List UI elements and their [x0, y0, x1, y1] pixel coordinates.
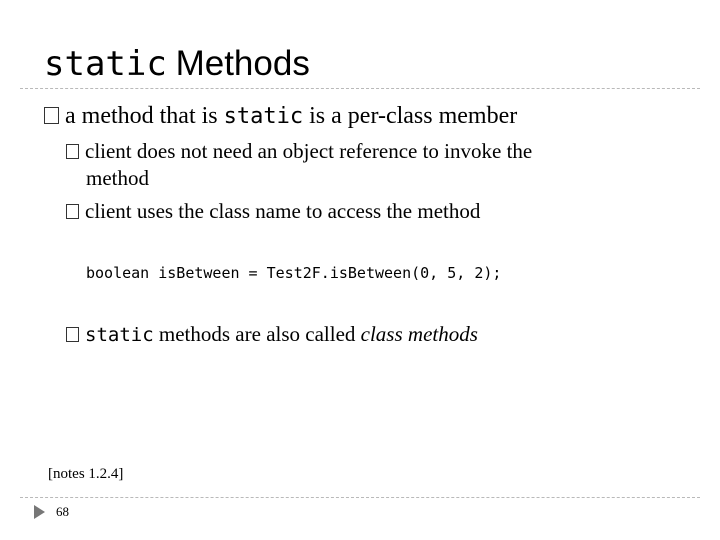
sub1-line2: method: [86, 166, 149, 190]
slide-arrow-icon: [34, 505, 45, 519]
sub-bullet-3: [66, 321, 478, 349]
page-number: 68: [56, 504, 69, 519]
sub-bullet-2: [66, 198, 480, 225]
slide-title: [44, 40, 310, 88]
sub-bullet-1: [66, 138, 532, 165]
bullet-level1: [44, 100, 517, 133]
bullet-box-icon: [44, 107, 59, 124]
sub3-italic: class methods: [360, 322, 478, 346]
bullet-box-icon: [66, 144, 79, 159]
title-divider: [20, 88, 700, 89]
notes-reference: [notes 1.2.4]: [48, 466, 124, 482]
sub2-text: client uses the class name to access the method: [85, 199, 481, 223]
title-text: Methods: [175, 44, 310, 83]
footer-divider: [20, 497, 700, 498]
bullet-box-icon: [66, 327, 79, 342]
bullet1-suffix: is a per-class member: [309, 103, 518, 129]
bullet-box-icon: [66, 204, 79, 219]
title-code: static: [44, 44, 167, 84]
sub1-line1: client does not need an object reference to invoke the: [85, 139, 533, 163]
sub3-text: methods are also called: [158, 322, 356, 346]
sub-bullet-1-continuation: [86, 165, 149, 192]
bullet1-prefix: a method that is: [65, 103, 218, 129]
sub3-code: static: [85, 324, 154, 346]
bullet1-code: static: [223, 104, 304, 129]
code-example: boolean isBetween = Test2F.isBetween(0, 5, 2);: [86, 264, 502, 282]
